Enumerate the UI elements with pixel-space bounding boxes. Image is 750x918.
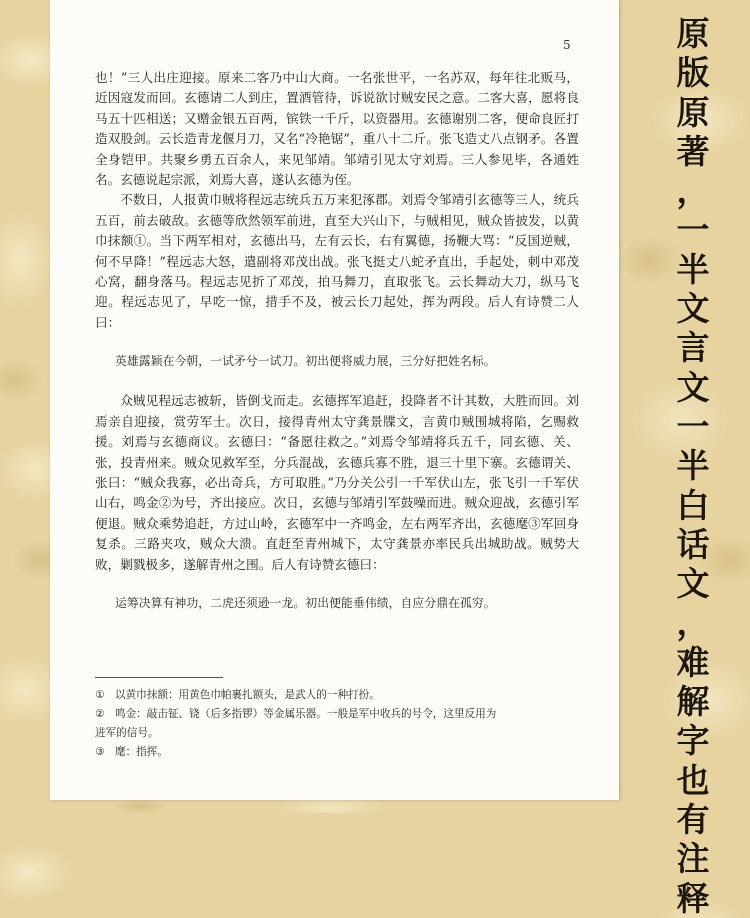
- verse: 运筹决算有神功，二虎还须逊一龙。初出便能垂伟绩，自应分鼎在孤穷。: [115, 595, 496, 610]
- banner-char: 一: [676, 406, 710, 446]
- footnote: [95, 705, 565, 724]
- banner-char: 文: [676, 564, 710, 604]
- banner-char: 文: [676, 367, 710, 407]
- banner-char: 注: [676, 839, 710, 879]
- footnote-text: 麾：指挥。: [115, 746, 168, 758]
- banner-char: 言: [676, 328, 710, 368]
- footnote-divider: [95, 677, 223, 678]
- banner-char: ，: [676, 171, 710, 211]
- paragraph: 也！”三人出庄迎接。原来二客乃中山大商。一名张世平，一名苏双，每年往北贩马，近因寇发而回。玄德请二人到庄，置酒管待，诉说欲讨贼安民之意。二客大喜，愿将良马五十匹相送；又赠金银五百两，镔铁一千斤，以资器用。玄德谢别二客，便命良匠打造双股剑。云长造青龙偃月刀，又名“冷艳锯”，重八十二斤。张飞造丈八点钢矛。各置全身铠甲。共聚乡勇五百余人，来见邹靖。邹靖引见太守刘焉。三人参见毕，各通姓名。玄德说起宗派，刘焉大喜，遂认玄德为侄。: [95, 70, 579, 188]
- banner-char: 半: [676, 249, 710, 289]
- body-text: [95, 68, 579, 633]
- banner-char: 半: [676, 446, 710, 486]
- banner-char: 话: [676, 524, 710, 564]
- verse: 英雄露颖在今朝，一试矛兮一试刀。初出便将威力展，三分好把姓名标。: [115, 354, 496, 369]
- banner-char: 难: [676, 642, 710, 682]
- vertical-banner-text: [667, 14, 719, 918]
- footnote-mark: ②: [95, 708, 105, 720]
- footnote-continuation: 进军的信号。: [95, 727, 159, 739]
- banner-char: 有: [676, 799, 710, 839]
- banner-char: 一: [676, 210, 710, 250]
- footnotes: [95, 686, 565, 762]
- banner-char: 也: [676, 760, 710, 800]
- banner-char: 释: [676, 878, 710, 918]
- paragraph: 众贼见程远志被斩，皆倒戈而走。玄德挥军追赶，投降者不计其数，大胜而回。刘焉亲自迎接，赏劳军士。次日，接得青州太守龚景牒文，言黄巾贼围城将陷，乞赐救援。刘焉与玄德商议。玄德曰：“备愿往救之。”刘焉令邹靖将兵五千，同玄德、关、张，投青州来。贼众见救军至，分兵混战，玄德兵寡不胜，退三十里下寨。玄德谓关、张曰：“贼众我寡，必出奇兵，方可取胜。”乃分关公引一千军伏山左，张飞引一千军伏山右，鸣金②为号，齐出接应。次日，玄德与邹靖引军鼓噪而进。贼众迎战，玄德引军便退。贼众乘势追赶，方过山岭，玄德军中一齐鸣金，左右两军齐出，玄德麾③军回身复杀。三路夹攻，贼众大溃。直赶至青州城下，太守龚景亦率民兵出城助战。贼势大败，剿戮极多，遂解青州之围。后人有诗赞玄德曰：: [95, 393, 579, 572]
- banner-char: 版: [676, 53, 710, 93]
- banner-char: 白: [676, 485, 710, 525]
- banner-char: ，: [676, 603, 710, 643]
- banner-char: 解: [676, 682, 710, 722]
- footnote-text: 以黄巾抹额：用黄色巾帕裹扎额头，是武人的一种打扮。: [115, 689, 380, 701]
- footnote-mark: ①: [95, 689, 105, 701]
- banner-char: 文: [676, 289, 710, 329]
- footnote-text: 鸣金：敲击钲、铙（后多指锣）等金属乐器。一般是军中收兵的号令，这里反用为: [115, 708, 497, 720]
- banner-char: 著: [676, 131, 710, 171]
- paragraph: 不数日，人报黄巾贼将程远志统兵五万来犯涿郡。刘焉令邹靖引玄德等三人，统兵五百，前去破敌。玄德等欣然领军前进，直至大兴山下，与贼相见，贼众皆披发，以黄巾抹额①。当下两军相对，玄德出马，左有云长，右有翼德，扬鞭大骂：“反国逆贼，何不早降！”程远志大怒，遣副将邓茂出战。张飞挺丈八蛇矛直出，手起处，刺中邓茂心窝，翻身落马。程远志见折了邓茂，拍马舞刀，直取张飞。云长舞动大刀，纵马飞迎。程远志见了，早吃一惊，措手不及，被云长刀起处，挥为两段。后人有诗赞二人曰：: [95, 192, 579, 330]
- footnote-mark: ③: [95, 746, 105, 758]
- banner-char: 原: [676, 14, 710, 53]
- banner-char: 字: [676, 721, 710, 761]
- footnote: [95, 743, 565, 762]
- footnote: [95, 686, 565, 705]
- banner-char: 原: [676, 92, 710, 132]
- page-number: 5: [563, 38, 571, 52]
- book-page: [50, 0, 619, 800]
